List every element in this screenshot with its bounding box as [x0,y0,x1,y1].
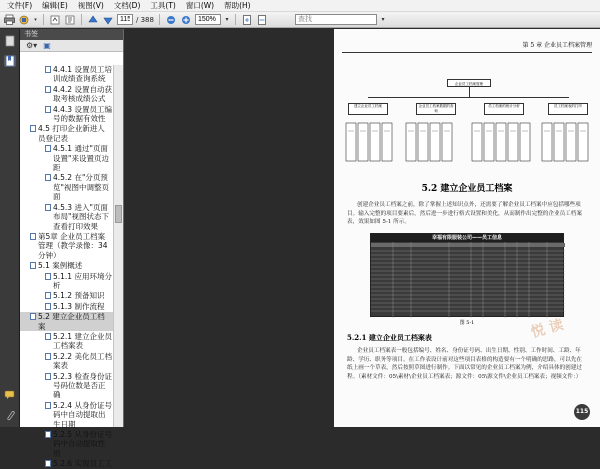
bookmark-page-icon [45,303,51,310]
menu-tools[interactable]: 工具(T) [150,0,176,10]
save-icon[interactable] [18,14,30,26]
fit-width-icon[interactable] [256,14,268,26]
bookmark-page-icon [30,262,36,269]
body-paragraph: 企业员工档案表一般包括编号、姓名、身份证号码、出生日期、性别、工作时间、工龄、年龄、学历、职务等项目。在工作表设计前对这些项目表格的构造要有一个明确的思路，可以先在纸上画一个草表，然后按照草图进行制作。下面以常见的企业员工档案为例，介绍具体的创建过程。（素材文件：05\素材\企业员工档案表；源文件：05\源文件\企业员工档案表；视频文件：） [347,348,582,380]
section-heading: 5.2 建立企业员工档案 [421,184,513,194]
bookmark-label: 5.2.2 美化员工档案表 [53,351,112,371]
bookmark-label: 4.5.1 通过"页面设置"来设置页边距 [53,144,109,173]
bookmark-item[interactable] [20,173,114,201]
search-input[interactable] [295,14,377,25]
stamp-watermark: 悦 读 [529,317,566,341]
bookmark-item[interactable] [20,272,114,291]
bookmark-label: 5.2.6 实现员工工 [53,459,112,469]
bookmark-label: 4.4.1 设置员工培训成绩查询系统 [53,65,112,84]
page-total: / 388 [136,15,154,24]
toolbar [0,12,600,28]
bookmark-item[interactable] [20,261,114,270]
toolbar-separator [159,14,160,25]
bookmark-label: 5.1.2 预备知识 [53,291,105,301]
bookmark-page-icon [45,333,51,340]
toolbar-separator [81,14,82,25]
bookmark-page-icon [30,233,36,240]
panel-toolbar [20,40,123,52]
bookmark-label: 5.1 案例概述 [38,261,83,271]
navigation-strip [0,29,20,427]
org-branch-box: 建立企业员工档案 [348,103,388,115]
dropdown-arrow-icon[interactable]: ▾ [34,16,37,23]
bookmark-label: 4.5 打印企业新进人员登记表 [38,124,105,143]
page-number: 115 [574,404,590,420]
bookmark-list [20,65,114,469]
zoom-dropdown-icon[interactable]: ▾ [225,16,229,23]
document-viewport[interactable] [125,29,600,427]
bookmark-page-icon [45,145,51,152]
bookmark-item[interactable] [20,124,114,143]
bookmark-item[interactable] [20,65,114,84]
menu-help[interactable]: 帮助(H) [224,0,251,10]
options-icon[interactable]: ⚙▾ [26,41,38,50]
org-connector [469,87,470,97]
org-branch-box: 员工档案的统计分析 [484,103,524,115]
fit-page-icon[interactable] [241,14,253,26]
print-icon[interactable] [3,14,15,26]
table-title: 幸福有限服装公司——员工信息 [371,234,563,242]
bookmarks-panel [20,29,124,469]
menu-edit[interactable]: 编辑(E) [42,0,68,10]
menu-window[interactable]: 窗口(W) [185,0,215,10]
bookmark-item[interactable] [20,332,114,351]
menu-file[interactable]: 文件(F) [7,0,33,10]
bookmark-label: 4.5.3 进入"页面布局"视图状态下查看打印效果 [53,202,109,231]
comments-icon[interactable] [4,389,16,401]
bookmark-page-icon [45,66,51,73]
intro-paragraph: 创建企业员工档案之前，除了掌握上述知识点外，还需要了解企业员工档案中应包括哪些项目。输入完整的项目要素后，然后进一步进行格式设置和美化，从而制作出完整的企业员工档案表，效果如图 5-1 所示。 [347,202,582,225]
toolbar-separator [235,14,236,25]
table-grid [371,242,565,318]
bookmark-item[interactable] [20,105,114,124]
bookmark-page-icon [30,125,36,132]
bookmark-item[interactable] [20,372,114,400]
new-bookmark-icon[interactable]: ▣ [43,41,51,50]
menu-document[interactable]: 文档(D) [113,0,141,10]
bookmark-item[interactable] [20,430,114,458]
bookmark-page-icon [45,174,51,181]
bookmark-page-icon [45,402,51,409]
pages-panel-icon[interactable] [4,35,16,47]
bookmark-page-icon [45,204,51,211]
bookmark-label: 5.2.4 从身份证号码中自动提取出生日期 [53,400,112,429]
bookmark-page-icon [30,313,36,320]
org-root-box: 企业员工档案管理 [447,79,491,87]
bookmark-item[interactable] [20,232,114,260]
zoom-out-icon[interactable] [165,14,177,26]
bookmark-label: 5.1.1 应用环境分析 [53,271,112,290]
bookmark-page-icon [45,460,51,467]
org-branch-box: 企业员工档案数据的查询 [416,103,456,115]
bookmark-item[interactable] [20,302,114,311]
bookmark-item[interactable] [20,85,114,104]
zoom-in-icon[interactable] [180,14,192,26]
bookmark-item[interactable] [20,203,114,231]
next-page-icon[interactable] [102,14,114,26]
menu-bar [0,0,600,12]
org-connector [368,97,569,98]
bookmark-item[interactable] [20,459,114,468]
bookmarks-panel-icon[interactable] [4,55,16,67]
toolbar-separator [43,14,44,25]
bookmark-page-icon [45,292,51,299]
bookmark-item[interactable] [20,144,114,172]
bookmark-label: 5.2.3 检查身份证号码位数是否正确 [53,371,112,400]
bookmark-page-icon [45,353,51,360]
bookmark-label: 5.2 建立企业员工档案 [38,312,105,331]
org-leaf-row [344,123,590,163]
panel-title: 书签 [20,29,123,40]
bookmark-scrollbar[interactable] [113,65,123,427]
bookmark-label: 5.2.5 从身份证号码中自动提取性别 [53,430,112,458]
bookmark-page-icon [45,373,51,380]
bookmark-label: 5.2.1 建立企业员工档案表 [53,331,112,351]
bookmark-label: 4.4.3 设置员工编号的数据有效性 [53,104,112,124]
menu-view[interactable]: 视图(V) [77,0,104,10]
scrollbar-thumb[interactable] [115,205,122,223]
subsection-heading: 5.2.1 建立企业员工档案表 [347,333,432,342]
bookmark-item[interactable] [20,291,114,300]
search-dropdown-icon[interactable]: ▾ [381,16,385,23]
figure-caption: 图 5-1 [459,320,475,326]
bookmark-item[interactable] [20,352,114,371]
org-chart-figure [344,79,590,169]
bookmark-label: 5.1.3 制作流程 [53,301,105,311]
bookmark-label: 4.4.2 设置自动获取考核成绩公式 [53,84,112,104]
page-header: 第 5 章 企业员工档案管理 [342,41,592,53]
pdf-page [334,29,600,427]
select-tool-icon[interactable] [64,14,76,26]
zoom-level-input[interactable] [195,14,221,25]
previous-page-icon[interactable] [87,14,99,26]
bookmark-page-icon [45,431,51,438]
bookmark-label: 第5章 企业员工档案管理（教学录像：34分钟） [38,231,108,260]
hand-tool-icon[interactable] [49,14,61,26]
bookmark-page-icon [45,273,51,280]
bookmark-item[interactable] [20,401,114,429]
org-branch-box: 员工档案表的打印 [548,103,588,115]
bookmark-page-icon [45,106,51,113]
bookmark-label: 4.5.2 在"分页预览"视图中调整页面 [53,173,109,202]
attachments-icon[interactable] [4,409,16,421]
page-number-input[interactable] [117,14,133,25]
employee-table-figure [370,233,564,317]
bookmark-item[interactable] [20,312,114,331]
bookmark-page-icon [45,86,51,93]
